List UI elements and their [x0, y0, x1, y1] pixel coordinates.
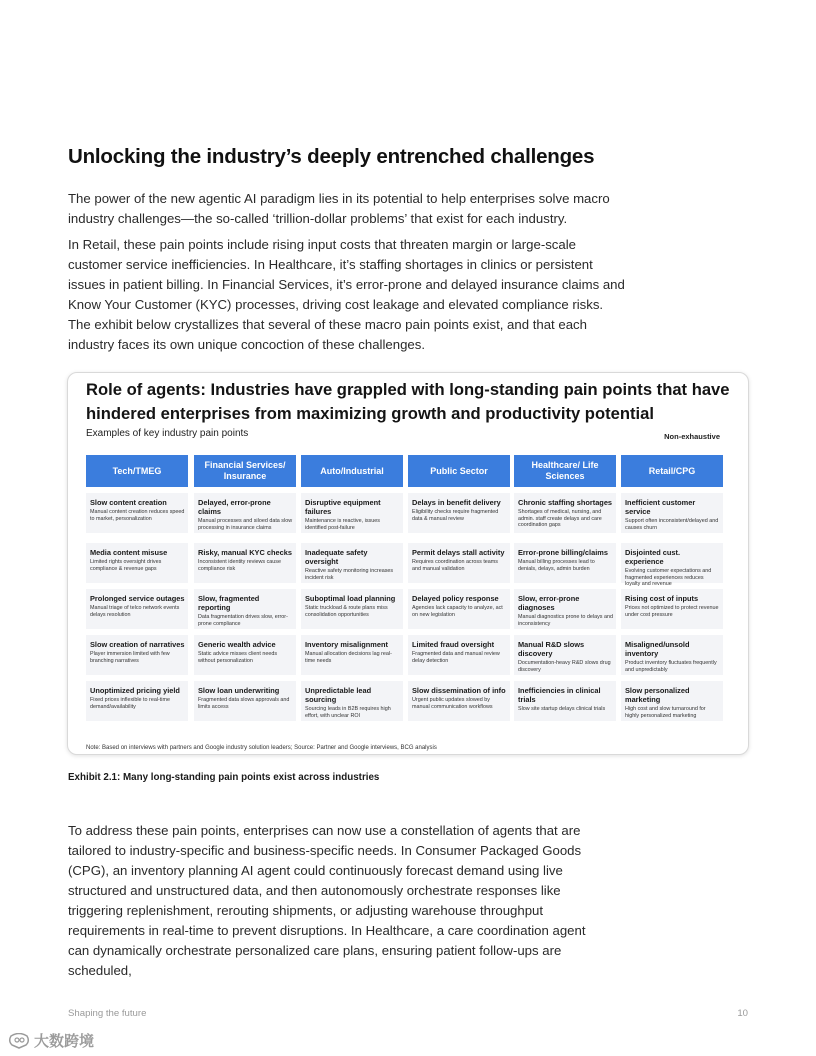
pain-point-cell — [621, 543, 723, 588]
pain-point-title: Risky, manual KYC checks — [198, 548, 292, 557]
pain-point-cell — [301, 681, 403, 721]
pain-point-title: Unoptimized pricing yield — [90, 686, 180, 695]
intro-paragraph: In Retail, these pain points include rising input costs that threaten margin or large-scale customer service inefficiencies. In Healthcare, it’s staffing shortages in clinics or persistent issues in patient billing. In Financial Services, it’s error-prone and delayed insurance claims and Know Your Customer (KYC) processes, driving cost leakage and elevated compliance risks. The exhibit below crystallizes that several of these macro pain points exist, and that each industry faces its own unique concoction of these challenges. — [68, 237, 625, 352]
pain-point-title: Disruptive equipment failures — [305, 498, 381, 516]
pain-point-description: Limited rights oversight drives compliance & revenue gaps — [90, 559, 162, 572]
pain-point-title: Unpredictable lead sourcing — [305, 686, 372, 704]
body-paragraph: To address these pain points, enterprises can now use a constellation of agents that are tailored to industry-specific and business-specific needs. In Consumer Packaged Goods (CPG), an inventory planning AI agent could continuously forecast demand using live structured and unstructured data, and then autonomously orchestrate responses like triggering replenishment, rerouting shipments, or adjusting warehouse throughput requirements in real-time to prevent disruptions. In Healthcare, a care coordination agent can dynamically orchestrate personalized care plans, ensuring patient follow-ups are scheduled, — [68, 823, 586, 978]
pain-point-title: Inventory misalignment — [305, 640, 388, 649]
pain-point-title: Slow, error-prone diagnoses — [518, 594, 580, 612]
pain-point-title: Delays in benefit delivery — [412, 498, 501, 507]
intro-paragraph: The power of the new agentic AI paradigm lies in its potential to help enterprises solve macro industry challenges—the so-called ‘trillion-dollar problems’ that exist for each industry. — [68, 191, 610, 226]
exhibit-card — [67, 372, 749, 755]
pain-point-description: Manual content creation reduces speed to market, personalization — [90, 509, 185, 522]
pain-point-cell — [408, 681, 510, 721]
pain-point-description: Static advice misses client needs without personalization — [198, 651, 278, 664]
pain-point-description: Product inventory fluctuates frequently and unpredictably — [625, 660, 717, 673]
pain-point-cell — [86, 635, 188, 675]
pain-point-description: Manual processes and siloed data slow processing in insurance claims — [198, 518, 293, 531]
pain-point-description: Maintenance is reactive, issues identified post-failure — [305, 518, 380, 531]
pain-point-cell — [86, 589, 188, 629]
page-title: Unlocking the industry’s deeply entrenched challenges — [68, 145, 595, 168]
pain-point-title: Slow personalized marketing — [625, 686, 690, 704]
pain-point-cell — [514, 681, 616, 721]
pain-point-title: Chronic staffing shortages — [518, 498, 613, 507]
industry-column — [301, 455, 403, 719]
pain-point-description: Fixed prices inflexible to real-time demand/availability — [90, 697, 170, 710]
pain-point-title: Prolonged service outages — [90, 594, 185, 603]
pain-point-cell — [86, 681, 188, 721]
pain-point-title: Permit delays stall activity — [412, 548, 505, 557]
pain-point-title: Error-prone billing/claims — [518, 548, 608, 557]
pain-point-title: Delayed policy response — [412, 594, 499, 603]
pain-point-description: Sourcing leads in B2B requires high effort, with unclear ROI — [305, 706, 391, 719]
pain-point-description: Manual allocation decisions lag real-time needs — [305, 651, 392, 664]
pain-point-cell — [408, 635, 510, 675]
pain-point-description: Requires coordination across teams and manual validation — [412, 559, 498, 572]
pain-point-description: Manual diagnostics prone to delays and inconsistency — [518, 614, 613, 627]
pain-point-title: Generic wealth advice — [198, 640, 276, 649]
pain-point-cell — [194, 681, 296, 721]
column-header: Retail/CPG — [621, 455, 723, 487]
pain-point-description: Documentation-heavy R&D slows drug discovery — [518, 660, 611, 673]
non-exhaustive-tag: Non-exhaustive — [664, 432, 720, 441]
pain-point-title: Rising cost of inputs — [625, 594, 699, 603]
exhibit-subtitle: Examples of key industry pain points — [86, 428, 249, 439]
pain-point-title: Slow loan underwriting — [198, 686, 280, 695]
footer-title: Shaping the future — [68, 1008, 147, 1019]
column-header: Tech/TMEG — [86, 455, 188, 487]
pain-point-description: Fragmented data slows approvals and limits access — [198, 697, 290, 710]
pain-point-description: Inconsistent identity reviews cause compliance risk — [198, 559, 281, 572]
pain-point-cell — [86, 543, 188, 583]
column-header: Financial Services/ Insurance — [194, 455, 296, 487]
pain-point-cell — [194, 543, 296, 583]
industry-column — [514, 455, 616, 712]
pain-point-title: Manual R&D slows discovery — [518, 640, 585, 658]
pain-point-title: Limited fraud oversight — [412, 640, 495, 649]
watermark — [8, 1030, 94, 1051]
pain-point-description: Evolving customer expectations and fragmented experiences reduces loyalty and revenue — [625, 568, 712, 588]
pain-point-description: Urgent public updates slowed by manual communication workflows — [412, 697, 493, 710]
pain-point-description: High cost and slow turnaround for highly personalized marketing — [625, 706, 706, 719]
pain-point-cell — [621, 493, 723, 533]
pain-point-title: Slow, fragmented reporting — [198, 594, 260, 612]
pain-point-title: Suboptimal load planning — [305, 594, 396, 603]
pain-point-cell — [621, 589, 723, 629]
pain-point-cell — [408, 493, 510, 533]
exhibit-caption: Exhibit 2.1: Many long-standing pain points exist across industries — [68, 772, 380, 783]
pain-point-cell — [301, 543, 403, 583]
pain-point-title: Delayed, error-prone claims — [198, 498, 271, 516]
pain-point-description: Eligibility checks require fragmented data & manual review — [412, 509, 499, 522]
pain-point-cell — [194, 589, 296, 629]
page-number: 10 — [737, 1008, 748, 1019]
pain-point-description: Manual triage of telco network events delays resolution — [90, 605, 180, 618]
pain-point-cell — [514, 493, 616, 533]
pain-point-description: Shortages of medical, nursing, and admin. staff create delays and care coordination gaps — [518, 509, 602, 529]
pain-point-cell — [194, 635, 296, 675]
pain-point-cell — [301, 493, 403, 533]
pain-point-cell — [194, 493, 296, 533]
column-header: Auto/Industrial — [301, 455, 403, 487]
watermark-text: 大数跨境 — [34, 1033, 95, 1050]
pain-point-description: Slow site startup delays clinical trials — [518, 706, 606, 712]
watermark-logo-icon — [8, 1033, 30, 1049]
industry-column — [408, 455, 510, 710]
pain-point-description: Manual billing processes lead to denials, delays, admin burden — [518, 559, 595, 572]
pain-point-title: Slow content creation — [90, 498, 167, 507]
pain-point-title: Misaligned/unsold inventory — [625, 640, 690, 658]
industry-column — [86, 455, 188, 710]
exhibit-note: Note: Based on interviews with partners and Google industry solution leaders; Source: Partner and Google interviews, BCG analysis — [86, 745, 437, 751]
pain-point-description: Data fragmentation drives slow, error-prone compliance — [198, 614, 288, 627]
pain-point-title: Slow creation of narratives — [90, 640, 185, 649]
pain-point-cell — [301, 635, 403, 675]
pain-point-description: Prices not optimized to protect revenue under cost pressure — [625, 605, 719, 618]
pain-point-cell — [621, 681, 723, 721]
pain-point-cell — [408, 589, 510, 629]
pain-point-title: Slow dissemination of info — [412, 686, 506, 695]
pain-point-cell — [301, 589, 403, 629]
pain-point-description: Support often inconsistent/delayed and causes churn — [625, 518, 719, 531]
pain-point-cell — [621, 635, 723, 675]
pain-point-description: Reactive safety monitoring increases incident risk — [305, 568, 394, 581]
pain-point-description: Agencies lack capacity to analyze, act on new legislation — [412, 605, 503, 618]
pain-point-title: Inefficient customer service — [625, 498, 696, 516]
pain-point-title: Media content misuse — [90, 548, 168, 557]
industry-column — [621, 455, 723, 719]
pain-point-title: Inadequate safety oversight — [305, 548, 368, 566]
pain-point-cell — [514, 543, 616, 583]
column-header: Public Sector — [408, 455, 510, 487]
column-header: Healthcare/ Life Sciences — [514, 455, 616, 487]
industry-column — [194, 455, 296, 710]
pain-point-description: Player immersion limited with few branching narratives — [90, 651, 170, 664]
exhibit-title: Role of agents: Industries have grappled with long-standing pain points that have hindered enterprises from maximizing growth and productivity potential — [86, 380, 730, 423]
pain-point-description: Fragmented data and manual review delay detection — [412, 651, 500, 664]
pain-point-cell — [514, 635, 616, 675]
pain-point-cell — [86, 493, 188, 533]
pain-point-title: Inefficiencies in clinical trials — [518, 686, 601, 704]
pain-point-cell — [408, 543, 510, 583]
pain-point-title: Disjointed cust. experience — [625, 548, 681, 566]
pain-point-description: Static truckload & route plans miss consolidation opportunities — [305, 605, 388, 618]
pain-point-cell — [514, 589, 616, 629]
